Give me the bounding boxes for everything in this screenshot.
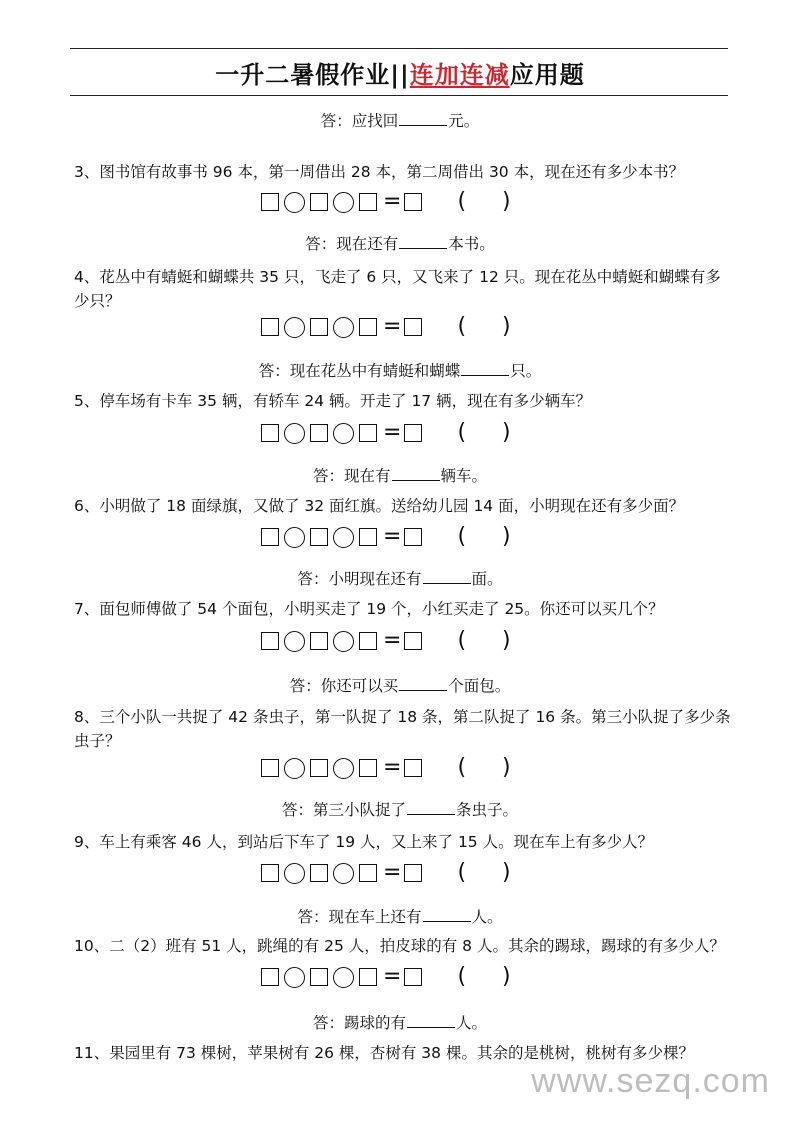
question-10: 10、二（2）班有 51 人，跳绳的有 25 人，拍皮球的有 8 人。其余的踢球，踢球的有多少人？: [74, 937, 725, 955]
answer-suffix: 条虫子。: [456, 801, 519, 819]
answer-box[interactable]: [359, 968, 377, 986]
equals-sign: =: [383, 314, 402, 339]
answer-blank[interactable]: [407, 1013, 455, 1028]
answer-prefix: 答：踢球的有: [312, 1014, 406, 1032]
answer-blank[interactable]: [399, 676, 447, 691]
operator-circle[interactable]: [284, 758, 305, 779]
result-box[interactable]: [404, 528, 422, 546]
operator-circle[interactable]: [284, 527, 305, 548]
equals-sign: =: [383, 420, 402, 445]
result-box[interactable]: [404, 318, 422, 336]
answer-box[interactable]: [310, 968, 328, 986]
paren-left: (: [457, 420, 467, 445]
answer-prefix: 答：应找回: [320, 112, 399, 130]
question-7: 7、面包师傅做了 54 个面包，小明买走了 19 个，小红买走了 25。你还可以买几个？: [74, 600, 664, 618]
answer-prefix: 答：你还可以买: [289, 677, 399, 695]
answer-box[interactable]: [359, 193, 377, 211]
operator-circle[interactable]: [333, 863, 354, 884]
page-title: [0, 55, 800, 90]
answer-box[interactable]: [359, 864, 377, 882]
equals-sign: =: [383, 964, 402, 989]
answer-box[interactable]: [261, 528, 279, 546]
equals-sign: =: [383, 628, 402, 653]
question-11: 11、果园里有 73 棵树，苹果树有 26 棵，杏树有 38 棵。其余的是桃树，桃树有多少棵？: [74, 1044, 694, 1062]
operator-circle[interactable]: [284, 631, 305, 652]
result-box[interactable]: [404, 424, 422, 442]
answer-prefix: 答：第三小队捉了: [281, 801, 406, 819]
paren-right: ): [502, 189, 511, 214]
operator-circle[interactable]: [333, 758, 354, 779]
result-box[interactable]: [404, 193, 422, 211]
formula-row: [261, 963, 541, 991]
result-box[interactable]: [404, 759, 422, 777]
answer-box[interactable]: [310, 632, 328, 650]
answer-box[interactable]: [310, 318, 328, 336]
formula-row: [261, 754, 541, 782]
operator-circle[interactable]: [333, 527, 354, 548]
paren-right: ): [502, 314, 511, 339]
paren-right: ): [502, 524, 511, 549]
answer-blank[interactable]: [461, 361, 509, 376]
answer-suffix: 人。: [471, 908, 503, 926]
operator-circle[interactable]: [333, 631, 354, 652]
answer-blank[interactable]: [392, 466, 440, 481]
answer-blank[interactable]: [423, 569, 471, 584]
answer-box[interactable]: [359, 318, 377, 336]
answer-box[interactable]: [359, 528, 377, 546]
operator-circle[interactable]: [284, 967, 305, 988]
answer-line-8: [0, 798, 800, 820]
answer-prefix: 答：现在花丛中有蜻蜓和蝴蝶: [258, 362, 461, 380]
answer-box[interactable]: [359, 424, 377, 442]
question-4: 4、花丛中有蜻蜓和蝴蝶共 35 只，飞走了 6 只，又飞来了 12 只。现在花丛中蜻蜓和蝴蝶有多少只？: [74, 268, 721, 310]
paren-right: ): [502, 755, 511, 780]
equals-sign: =: [383, 524, 402, 549]
paren-right: ): [502, 964, 511, 989]
paren-left: (: [457, 755, 467, 780]
paren-left: (: [457, 860, 467, 885]
answer-box[interactable]: [310, 528, 328, 546]
question-8: 8、三个小队一共捉了 42 条虫子，第一队捉了 18 条，第二队捉了 16 条。第三小队捉了多少条虫子？: [74, 708, 731, 750]
operator-circle[interactable]: [333, 317, 354, 338]
answer-suffix: 人。: [456, 1014, 488, 1032]
operator-circle[interactable]: [284, 423, 305, 444]
paren-left: (: [457, 524, 467, 549]
result-box[interactable]: [404, 864, 422, 882]
answer-box[interactable]: [359, 759, 377, 777]
answer-suffix: 本书。: [448, 235, 495, 253]
paren-left: (: [457, 964, 467, 989]
watermark: www.sezq.com: [531, 1062, 770, 1100]
answer-prefix: 答：现在有: [312, 467, 391, 485]
answer-box[interactable]: [261, 759, 279, 777]
question-6: 6、小明做了 18 面绿旗，又做了 32 面红旗。送给幼儿园 14 面，小明现在还有多少面？: [74, 497, 685, 515]
equals-sign: =: [383, 860, 402, 885]
answer-box[interactable]: [261, 318, 279, 336]
answer-box[interactable]: [261, 193, 279, 211]
paren-right: ): [502, 628, 511, 653]
answer-line-3: [0, 232, 800, 254]
answer-line-top: [0, 109, 800, 131]
answer-blank[interactable]: [399, 111, 447, 126]
answer-prefix: 答：现在还有: [305, 235, 399, 253]
header-top-rule: [70, 48, 728, 49]
header-bottom-rule: [70, 95, 728, 96]
formula-row: [261, 419, 541, 447]
answer-box[interactable]: [310, 193, 328, 211]
answer-prefix: 答：小明现在还有: [297, 570, 422, 588]
formula-row: [261, 188, 541, 216]
question-9: 9、车上有乘客 46 人，到站后下车了 19 人，又上来了 15 人。现在车上有多少人？: [74, 833, 654, 851]
answer-blank[interactable]: [407, 800, 455, 815]
answer-suffix: 个面包。: [448, 677, 511, 695]
paren-left: (: [457, 314, 467, 339]
answer-box[interactable]: [261, 632, 279, 650]
operator-circle[interactable]: [333, 192, 354, 213]
answer-suffix: 辆车。: [440, 467, 488, 485]
answer-box[interactable]: [261, 424, 279, 442]
answer-box[interactable]: [310, 759, 328, 777]
equals-sign: =: [383, 755, 402, 780]
paren-right: ): [502, 860, 511, 885]
answer-line-4: [0, 359, 800, 381]
result-box[interactable]: [404, 632, 422, 650]
answer-box[interactable]: [359, 632, 377, 650]
answer-box[interactable]: [310, 424, 328, 442]
answer-box[interactable]: [261, 968, 279, 986]
operator-circle[interactable]: [333, 423, 354, 444]
title-highlight: 连加连减: [409, 61, 510, 89]
formula-row: [261, 523, 541, 551]
operator-circle[interactable]: [284, 192, 305, 213]
formula-row: [261, 627, 541, 655]
answer-line-9: [0, 905, 800, 927]
answer-prefix: 答：现在车上还有: [297, 908, 422, 926]
answer-line-6: [0, 567, 800, 589]
answer-box[interactable]: [310, 864, 328, 882]
paren-left: (: [457, 628, 467, 653]
formula-row: [261, 859, 541, 887]
answer-blank[interactable]: [423, 907, 471, 922]
answer-blank[interactable]: [399, 234, 447, 249]
operator-circle[interactable]: [284, 863, 305, 884]
paren-right: ): [502, 420, 511, 445]
answer-line-5: [0, 464, 800, 486]
answer-suffix: 面。: [471, 570, 503, 588]
question-5: 5、停车场有卡车 35 辆，有轿车 24 辆。开走了 17 辆，现在有多少辆车？: [74, 392, 592, 410]
result-box[interactable]: [404, 968, 422, 986]
paren-left: (: [457, 189, 467, 214]
operator-circle[interactable]: [333, 967, 354, 988]
answer-box[interactable]: [261, 864, 279, 882]
answer-line-7: [0, 674, 800, 696]
answer-line-10: [0, 1011, 800, 1033]
title-suffix: 应用题: [509, 61, 585, 89]
formula-row: [261, 313, 541, 341]
question-3: 3、图书馆有故事书 96 本，第一周借出 28 本，第二周借出 30 本，现在还有多少本书？: [74, 163, 685, 181]
answer-suffix: 只。: [510, 362, 542, 380]
title-prefix: 一升二暑假作业: [215, 61, 391, 89]
answer-suffix: 元。: [448, 112, 480, 130]
operator-circle[interactable]: [284, 317, 305, 338]
equals-sign: =: [383, 189, 402, 214]
title-separator: ||: [390, 61, 410, 89]
